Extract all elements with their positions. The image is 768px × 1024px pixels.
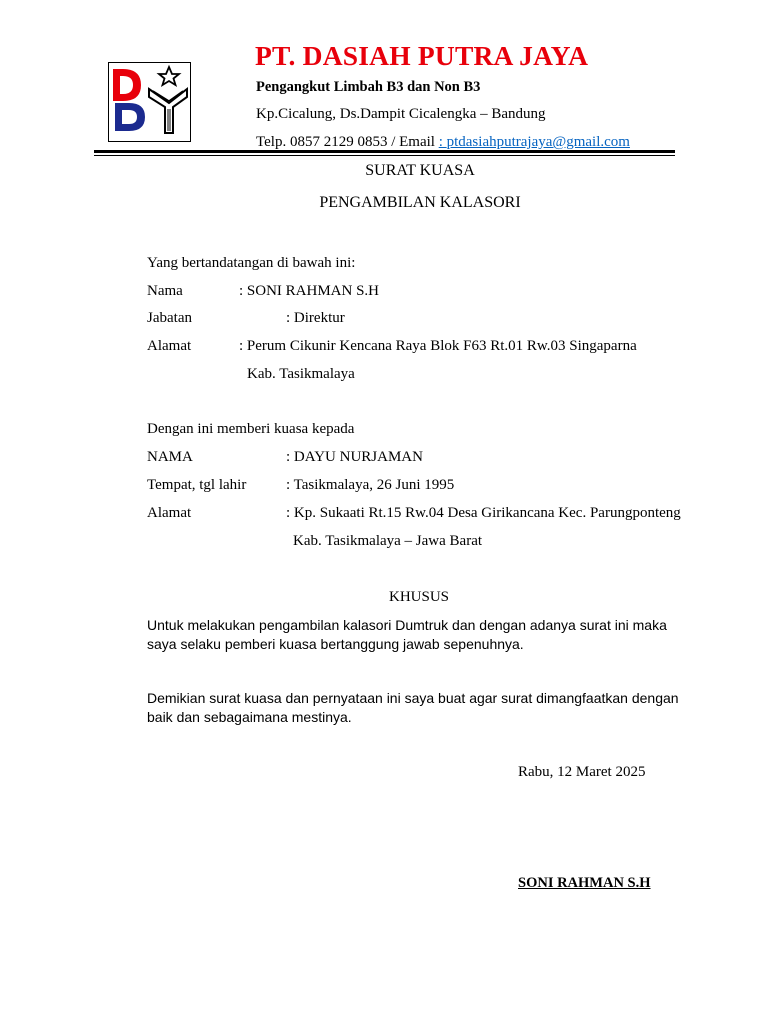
grantor-name-label: Nama: [147, 283, 183, 299]
grantor-position-value: : Direktur: [286, 310, 345, 326]
signatory-name: SONI RAHMAN S.H: [518, 875, 651, 891]
email-link[interactable]: ptdasiahputrajaya@gmail.com: [446, 134, 630, 150]
company-tagline: Pengangkut Limbah B3 dan Non B3: [256, 79, 481, 95]
grantee-birth-value: : Tasikmalaya, 26 Juni 1995: [286, 477, 455, 493]
dpj-logo-icon: [109, 63, 189, 140]
grantee-name-label: NAMA: [147, 449, 193, 465]
special-heading: KHUSUS: [389, 589, 450, 605]
grantor-name-value: : SONI RAHMAN S.H: [239, 283, 380, 299]
phone-text: Telp. 0857 2129 0853 / Email: [256, 134, 439, 150]
company-logo: [108, 62, 191, 142]
document-title: SURAT KUASA: [365, 162, 475, 179]
grantor-address-line1: : Perum Cikunir Kencana Raya Blok F63 Rt.01 Rw.03 Singaparna: [239, 338, 637, 354]
company-address: Kp.Cicalung, Ds.Dampit Cicalengka – Bandung: [256, 106, 546, 122]
letterhead-divider-thin: [94, 155, 675, 156]
company-contact: [256, 134, 630, 151]
letterhead-divider: [94, 150, 675, 153]
grantee-name-value: : DAYU NURJAMAN: [286, 449, 423, 465]
grantee-birth-label: Tempat, tgl lahir: [147, 477, 247, 493]
purpose-paragraph: Untuk melakukan pengambilan kalasori Dumtruk dan dengan adanya surat ini maka saya selaku pemberi kuasa bertanggung jawab sepenuhnya.: [147, 617, 667, 652]
grantor-position-label: Jabatan: [147, 310, 192, 326]
closing-paragraph: Demikian surat kuasa dan pernyataan ini saya buat agar surat dimangfaatkan dengan baik dan sebagaimana mestinya.: [147, 690, 679, 725]
company-name: PT. DASIAH PUTRA JAYA: [255, 40, 589, 71]
grantee-address-line1: : Kp. Sukaati Rt.15 Rw.04 Desa Girikancana Kec. Parungponteng: [286, 505, 681, 521]
grantee-address-line2: Kab. Tasikmalaya – Jawa Barat: [293, 533, 483, 549]
letter-date: Rabu, 12 Maret 2025: [518, 764, 646, 780]
grantor-address-label: Alamat: [147, 338, 192, 354]
document-subtitle: PENGAMBILAN KALASORI: [319, 194, 521, 211]
intro-text: Yang bertandatangan di bawah ini:: [147, 255, 356, 271]
grantor-address-line2: Kab. Tasikmalaya: [247, 366, 355, 382]
email-colon: :: [438, 134, 447, 150]
grant-intro-text: Dengan ini memberi kuasa kepada: [147, 421, 355, 437]
grantee-address-label: Alamat: [147, 505, 192, 521]
